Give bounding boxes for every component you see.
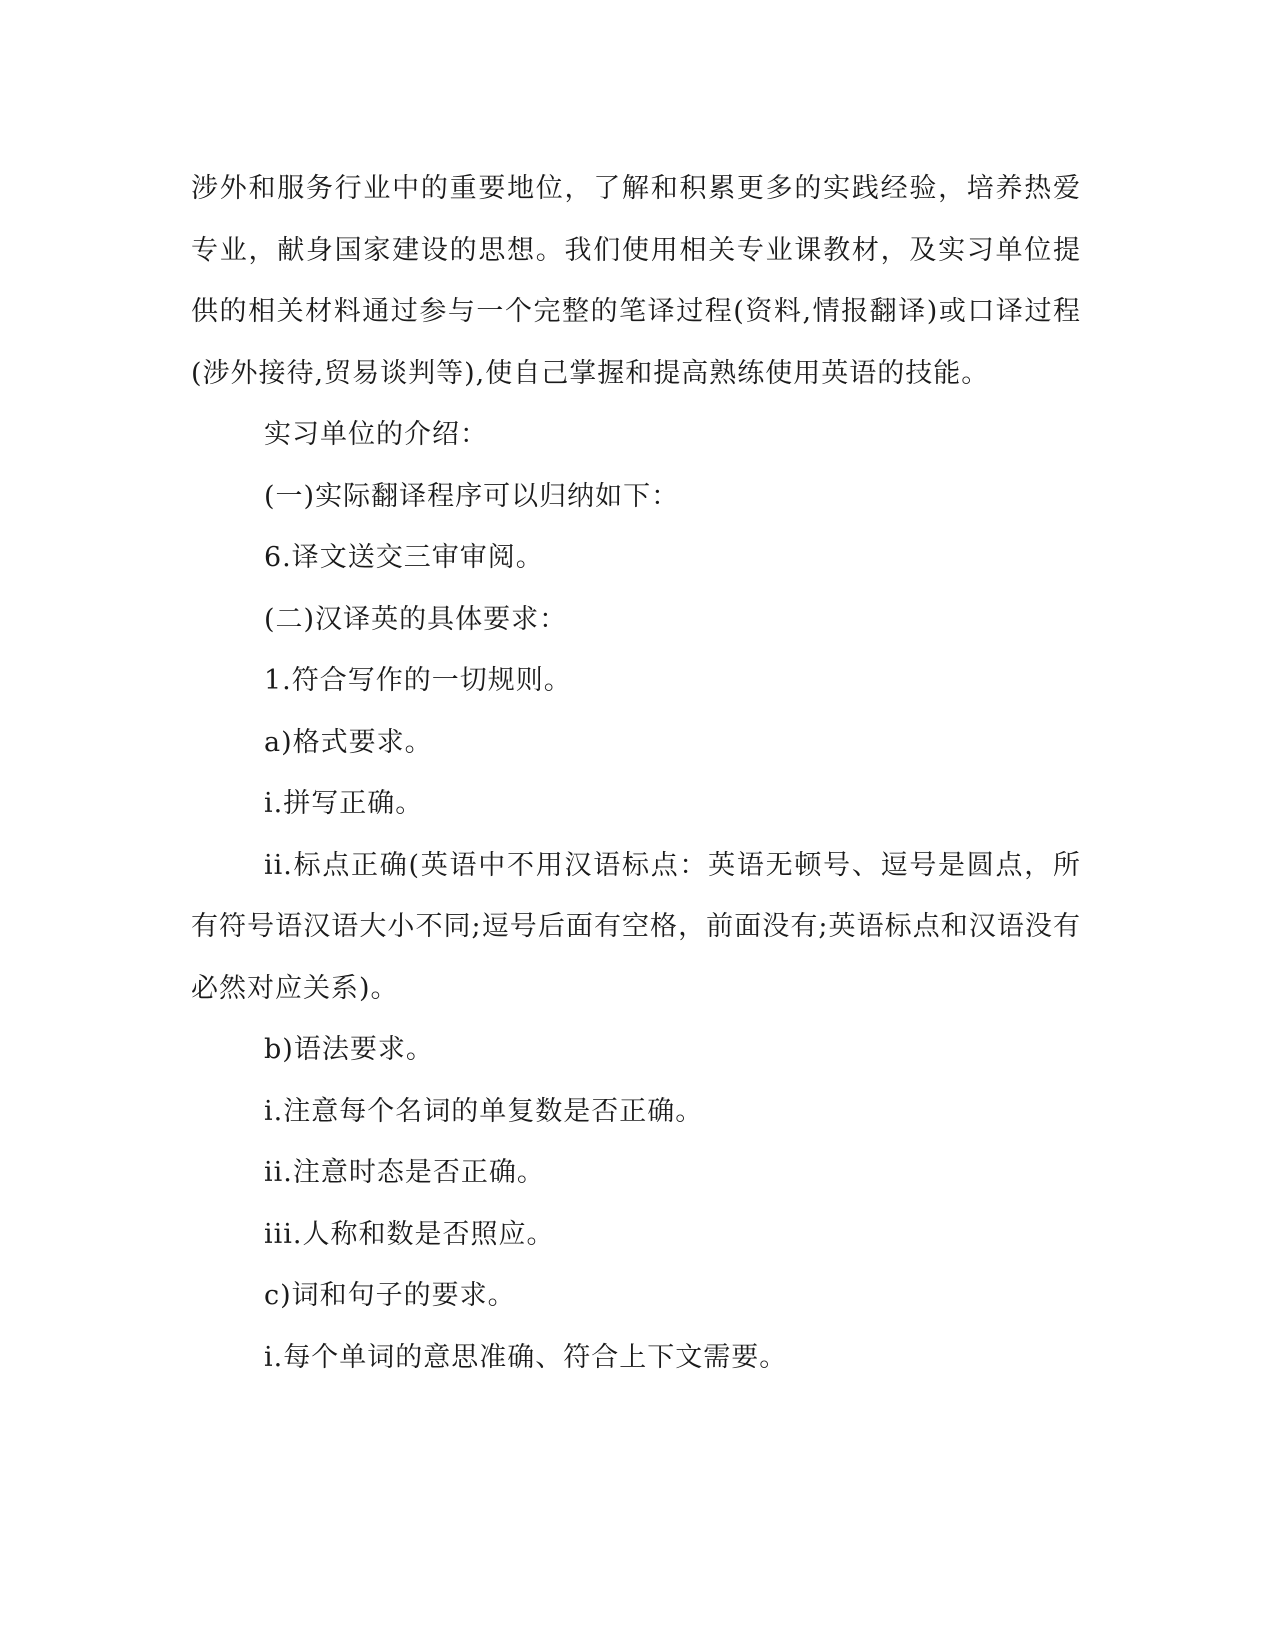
paragraph-rule-a: a)格式要求。 bbox=[264, 726, 433, 758]
paragraph-rule-a-i: i.拼写正确。 bbox=[264, 788, 424, 819]
paragraph-rule-1: 1.符合写作的一切规则。 bbox=[264, 665, 572, 696]
paragraph-rule-b-i: i.注意每个名词的单复数是否正确。 bbox=[264, 1095, 704, 1127]
paragraph-rule-b-iii: iii.人称和数是否照应。 bbox=[264, 1218, 555, 1250]
paragraph-intro: 涉外和服务行业中的重要地位，了解和积累更多的实践经验，培养热爱专业，献身国家建设的思想。我们使用相关专业课教材，及实习单位提供的相关材料通过参与一个完整的笔译过程(资料,情报翻译)或口译过程(涉外接待,贸易谈判等),使自己掌握和提高熟练使用英语的技能。 bbox=[191, 173, 1081, 389]
paragraph-rule-b: b)语法要求。 bbox=[264, 1034, 434, 1065]
paragraph-rule-c-i: i.每个单词的意思准确、符合上下文需要。 bbox=[264, 1341, 788, 1373]
paragraph-rule-b-ii: ii.注意时态是否正确。 bbox=[264, 1157, 545, 1188]
paragraph-rule-c: c)词和句子的要求。 bbox=[264, 1280, 516, 1311]
paragraph-rule-a-ii: ii.标点正确(英语中不用汉语标点：英语无顿号、逗号是圆点，所有符号语汉语大小不同;逗号后面有空格，前面没有;英语标点和汉语没有必然对应关系)。 bbox=[191, 849, 1081, 1004]
paragraph-step-6: 6.译文送交三审审阅。 bbox=[264, 542, 544, 573]
paragraph-section-2: (二)汉译英的具体要求： bbox=[264, 603, 568, 635]
paragraph-section-1: (一)实际翻译程序可以归纳如下： bbox=[264, 480, 680, 512]
paragraph-unit-intro: 实习单位的介绍： bbox=[264, 419, 488, 450]
document-body bbox=[191, 158, 1081, 1388]
